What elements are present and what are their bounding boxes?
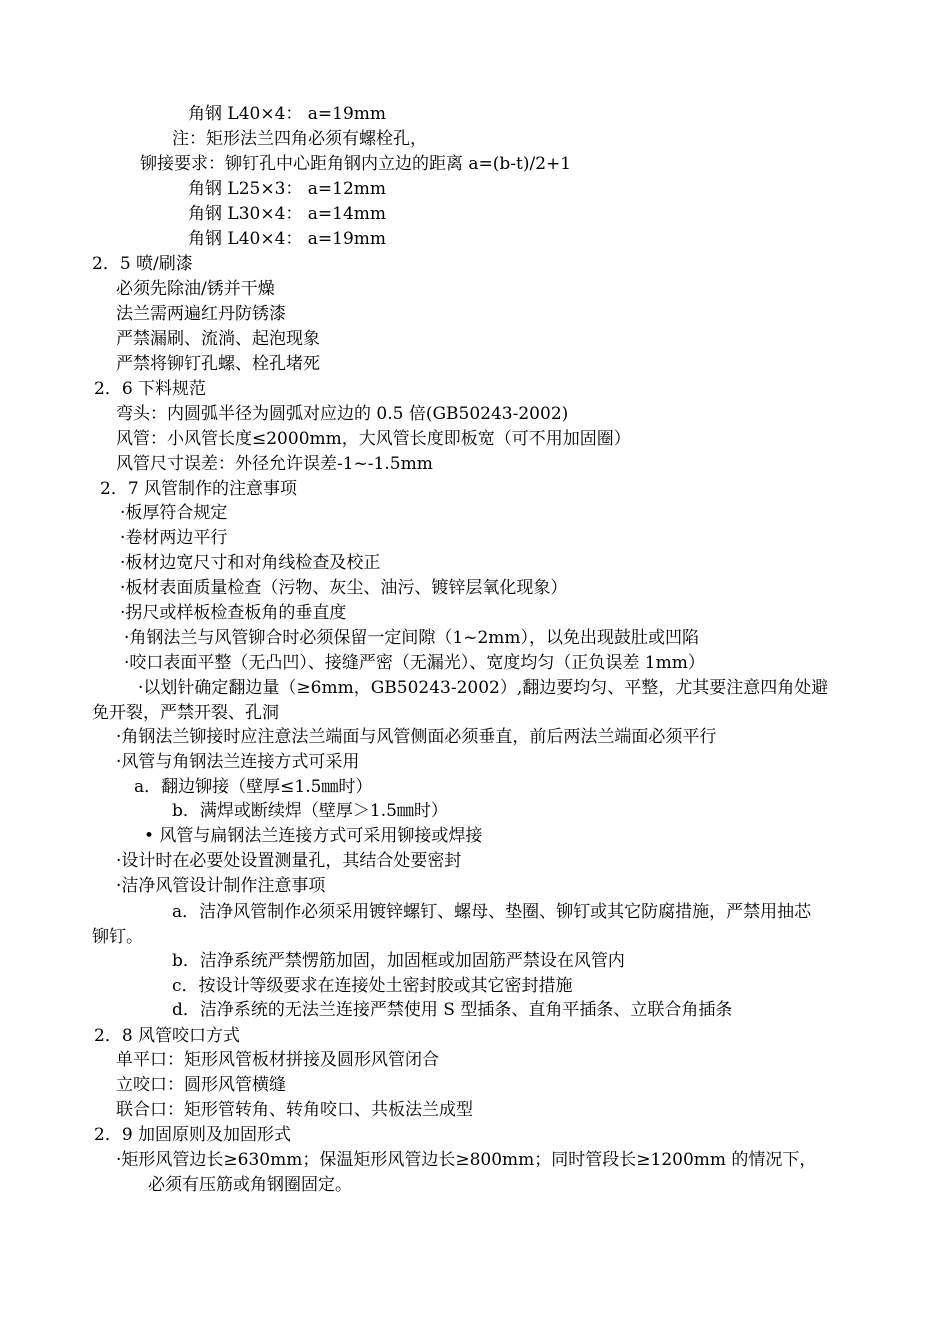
sub-item-continuation: 铆钉。 (92, 927, 143, 947)
list-item: 必须先除油/锈并干燥 (116, 279, 275, 299)
rivet-requirement-line: 铆接要求：铆钉孔中心距角钢内立边的距离 a=(b-t)/2+1 (140, 154, 572, 174)
list-item: ·风管与角钢法兰连接方式可采用 (116, 752, 360, 772)
sub-item-d: d．洁净系统的无法兰连接严禁使用 S 型插条、直角平插条、立联合角插条 (172, 1000, 733, 1020)
list-item: ·拐尺或样板检查板角的垂直度 (120, 603, 347, 623)
list-item: 联合口：矩形管转角、转角咬口、共板法兰成型 (116, 1100, 473, 1120)
section-heading-2-5: 2．5 喷/刷漆 (92, 254, 193, 274)
angle-steel-l25-line: 角钢 L25×3： a=12mm (188, 179, 387, 199)
list-item: 法兰需两遍红丹防锈漆 (116, 304, 286, 324)
bullet-item: • 风管与扁钢法兰连接方式可采用铆接或焊接 (144, 826, 483, 846)
section-heading-2-9: 2．9 加固原则及加固形式 (94, 1125, 292, 1145)
list-item: 严禁将铆钉孔螺、栓孔堵死 (116, 354, 320, 374)
list-item: ·以划针确定翻边量（≥6mm，GB50243-2002）,翻边要均匀、平整，尤其要注意四角处避 (138, 678, 829, 698)
list-item: ·板材表面质量检查（污物、灰尘、油污、镀锌层氧化现象） (120, 578, 568, 598)
list-item: 风管尺寸误差：外径允许误差-1~-1.5mm (116, 454, 433, 474)
list-item: ·板材边宽尺寸和对角线检查及校正 (120, 553, 381, 573)
angle-steel-l30-line: 角钢 L30×4： a=14mm (188, 204, 387, 224)
list-item: ·设计时在必要处设置测量孔，其结合处要密封 (116, 851, 462, 871)
section-heading-2-7: 2．7 风管制作的注意事项 (100, 479, 298, 499)
angle-steel-l40-line-2: 角钢 L40×4： a=19mm (188, 229, 387, 249)
list-item: ·角钢法兰铆接时应注意法兰端面与风管侧面必须垂直，前后两法兰端面必须平行 (116, 727, 717, 747)
list-item: ·洁净风管设计制作注意事项 (116, 876, 326, 896)
list-item-continuation: 必须有压筋或角钢圈固定。 (148, 1175, 352, 1195)
list-item-continuation: 免开裂，严禁开裂、孔洞 (92, 703, 279, 723)
list-item: ·板厚符合规定 (120, 503, 228, 523)
sub-item-b: b．洁净系统严禁愣筋加固，加固框或加固筋严禁设在风管内 (172, 951, 625, 971)
list-item: ·咬口表面平整（无凸凹）、接缝严密（无漏光）、宽度均匀（正负误差 1mm） (124, 653, 705, 673)
sub-item-a: a．洁净风管制作必须采用镀锌螺钉、螺母、垫圈、铆钉或其它防腐措施，严禁用抽芯 (172, 902, 812, 922)
sub-item-b: b．满焊或断续焊（壁厚＞1.5㎜时） (172, 801, 448, 821)
section-heading-2-6: 2．6 下料规范 (94, 379, 207, 399)
sub-item-c: c．按设计等级要求在连接处土密封胶或其它密封措施 (172, 976, 573, 996)
list-item: ·矩形风管边长≥630mm；保温矩形风管边长≥800mm；同时管段长≥1200mm 的情况下， (116, 1150, 817, 1170)
note-bolt-holes-line: 注：矩形法兰四角必须有螺栓孔， (172, 129, 427, 149)
list-item: 风管：小风管长度≤2000mm，大风管长度即板宽（可不用加固圈） (116, 429, 631, 449)
list-item: 立咬口：圆形风管横缝 (116, 1075, 286, 1095)
section-heading-2-8: 2．8 风管咬口方式 (94, 1026, 241, 1046)
list-item: 单平口：矩形风管板材拼接及圆形风管闭合 (116, 1050, 439, 1070)
sub-item-a: a．翻边铆接（壁厚≤1.5㎜时） (134, 777, 373, 797)
list-item: 弯头：内圆弧半径为圆弧对应边的 0.5 倍(GB50243-2002) (116, 404, 569, 424)
angle-steel-l40-line: 角钢 L40×4： a=19mm (188, 104, 387, 124)
list-item: 严禁漏刷、流淌、起泡现象 (116, 329, 320, 349)
list-item: ·卷材两边平行 (120, 528, 228, 548)
list-item: ·角钢法兰与风管铆合时必须保留一定间隙（1~2mm），以免出现鼓肚或凹陷 (124, 628, 700, 648)
